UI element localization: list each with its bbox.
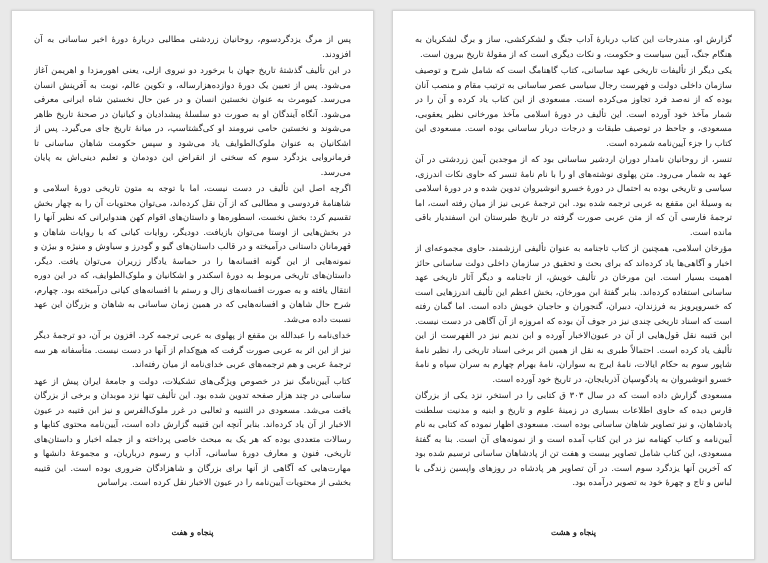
page-body-left <box>34 33 351 517</box>
paragraph: مسعودی گزارش داده است که در سال ۳۰۳ ق کتابی را در استخر، نزد یکی از بزرگان فارس دیده که حاوی اطلاعات بسیاری در زمینهٔ علوم و تاریخ و ابنیه و مدنیت سلطنت پادشاهان، و نیز تصاویر شاهان ساسانی بوده است. مسعودی اظهار نموده که کتابی به نام آیین‌نامه و کتاب کهنامه نیز در این کتاب آمده است و از نمونه‌های آن است. بنا به گفتهٔ مسعودی، این کتاب شامل تصاویر بیست و هفت تن از پادشاهان ساسانی ترسیم شده بود که آخرین آنها یزدگرد سوم است. در آن تصاویر هر پادشاه در روزهای واپسین زندگی با لباس و تاج و چهرهٔ خود به تصویر درآمده بود. <box>415 391 732 488</box>
book-page-right <box>392 10 755 560</box>
paragraph: کتاب آیین‌نامگ نیز در خصوص ویژگی‌های تشکیلات، دولت و جامعهٔ ایران پیش از عهد ساسانی در چند هزار صفحه تدوین شده بود. این تألیف تنها نزد موبدان و برخی از بزرگان یافت می‌شد. مسعودی در التنبیه و ثعالبی در غرر ملوک‌الفرس و نیز ابن قتیبه در عیون الاخبار از آن یاد کرده‌اند. بنابر آنچه ابن قتیبه گزارش داده است، آیین‌نامه محتوی کتابها و رسالات متعددی بوده که هر یک به مبحث خاصی پرداخته و از جمله اخبار و داستان‌های تاریخی، فنون و معارف دورهٔ ساسانی، آداب و رسوم درباریان، و مجموعهٔ دانشها و مهارت‌هایی که آگاهی از آنها برای بزرگان و شاهزادگان ضروری بوده است. این قتیبه بخشی از محتویات آیین‌نامه را در عیون الاخبار نقل کرده است. براساس <box>34 376 351 488</box>
paragraph: یکی دیگر از تألیفات تاریخی عهد ساسانی، کتاب گاهنامگ است که شامل شرح و توصیف سازمان داخلی دولت و فهرست رجال سیاسی عصر ساسانی به ترتیب مقام و منصب آنان بوده که از نه‌صد فرد تجاوز می‌کرده است. مسعودی از این کتاب یاد کرده و آن را در شمار مآخذ خود آورده است. این تألیف در دورهٔ اسلامی مآخذ مورخانی نظیر یعقوبی، مسعودی، و جاحظ در توصیف طبقات و درجات دربار ساسانی بوده است. مسعودی این کتاب را جزء آیین‌نامه شمرده است. <box>415 66 732 149</box>
paragraph: تنسر، از روحانیان نامدار دوران اردشیر ساسانی بود که از موجدین آیین زردشتی در آن عهد به شمار می‌رود. متن پهلوی نوشته‌های او را با نام نامهٔ تنسر که حاوی نکات اندرزی، سیاسی و تاریخی بوده به احتمال در دورهٔ خسرو انوشیروان تدوین شده و در دورهٔ اسلامی به وسیلهٔ ابن مقفع به عربی ترجمه شده بود. این ترجمهٔ عربی نیز از میان رفته است، اما ترجمهٔ فارسی آن که از متن عربی صورت گرفته در تاریخ طبرستان ابن اسفندیار باقی مانده است. <box>415 155 732 238</box>
page-number-left: پنجاه و هفت <box>171 527 214 537</box>
page-number-right: پنجاه و هشت <box>550 527 597 537</box>
page-body-right <box>415 33 732 517</box>
paragraph: در این تألیف گذشتهٔ تاریخ جهان با برخورد دو نیروی ازلی، یعنی اهورمزدا و اهریمن آغاز می‌شود. پس از تعیین یک دورهٔ دوازده‌هزارساله، و تکوین عالم، نوبت به آفرینش انسان می‌رسد. کیومرث به عنوان نخستین انسان و در عین حال نخستین شاه ایرانی معرفی می‌شود. آنگاه آیندگان او به صورت دو سلسلهٔ پیشدادیان و کیانیان در صحنهٔ تاریخ ظاهر می‌شوند و نخستین حامی نیرومند او کی‌گشتاسپ، در میانهٔ تاریخ جای می‌گیرد. پس از اشکانیان به عنوان ملوک‌الطوایف یاد می‌شود و سپس حکومت شاهان ساسانی تا فرمانروایی یزدگرد سوم که سخنی از انقراض این دودمان و تعلیم دینی‌اش به پایان می‌رسد. <box>34 66 351 178</box>
paragraph: گزارش او، مندرجات این کتاب دربارهٔ آداب جنگ و لشکرکشی، ساز و برگ لشکریان به هنگام جنگ، آیین سیاست و حکومت، و نکات دیگری است که از مقولهٔ تاریخ بیرون است. <box>415 35 732 60</box>
paragraph: خدای‌نامه را عبدالله بن مقفع از پهلوی به عربی ترجمه کرد. افزون بر آن، دو ترجمهٔ دیگر نیز از این اثر به عربی صورت گرفت که هیچ‌کدام از آنها در دست نیست. متأسفانه هر سه ترجمهٔ عربی و هم ترجمه‌های عربی خدای‌نامه از میان رفته‌اند. <box>34 331 351 370</box>
paragraph: اگرچه اصل این تألیف در دست نیست، اما با توجه به متون تاریخی دورهٔ اسلامی و شاهنامهٔ فردوسی و مطالبی که از آن نقل کرده‌اند، می‌توان محتویات آن را به چهار بخش تقسیم کرد: بخش نخست، اسطوره‌ها و داستان‌های اقوام کهن هندوایرانی که نظیر آنها را در بخش‌هایی از اوستا می‌توان بازیافت. دودیگر، روایات کیانی که با روایات شاهان و قهرمانان داستانی درآمیخته و در قالب داستان‌های گیو و گودرز و سیاوش و منیژه و بیژن و نمونه‌هایی از این گونه افسانه‌ها را در حماسهٔ یادگار زریران می‌توان یافت. دیگر، داستان‌های تاریخی مربوط به دورهٔ اسکندر و اشکانیان و ملوک‌الطوایف، که در این دوره انتقال یافته و به صورت افسانه‌های زال و رستم با افسانه‌های کیانی درآمیخته بود. چهارم، شرح حال شاهان و افسانه‌هایی که در همین زمان ساسانی به شاهان و بزرگان این عهد نسبت داده می‌شد. <box>34 184 351 325</box>
paragraph: مؤرخان اسلامی، همچنین از کتاب تاجنامه به عنوان تألیفی ارزشمند، حاوی مجموعه‌ای از اخبار و آگاهی‌ها یاد کرده‌اند که برای بحث و تحقیق در سازمان داخلی دولت ساسانی حائز اهمیت بسیار است. این مورخان در تألیف خویش، از تاجنامه و دیگر آثار تاریخی عهد ساسانی استفاده کرده‌اند. بنابر گفتهٔ ابن مورخان، بخش اعظم این تألیف اندرزهایی است که خسروپرویز به فرزندان، دبیران، گنجوران و حاجبان خویش داده است. اما گمان رفته است که اسناد تاریخی چندی نیز در جوف آن بوده که امروزه از آن آگاهی در دست نیست. ابن قتیبه نقل قول‌هایی از آن در عیون‌الاخبار آورده و ابن ندیم نیز در الفهرست از این تألیف یاد کرده است. احتمالاً طبری به نقل از همین اثر برخی اسناد تاریخی را، نظیر نامهٔ شاپور سوم به حکام ایالات، نامهٔ ایرج به سواران، نامهٔ بهرام چهارم به سران سپاه و نامهٔ خسرو انوشیروان به پادگوسپان آذربایجان، در تاریخ خود آورده است. <box>415 244 732 385</box>
book-page-left <box>11 10 374 560</box>
paragraph: پس از مرگ یزدگردسوم، روحانیان زردشتی مطالبی دربارهٔ دورهٔ اخیر ساسانی به آن افزودند. <box>34 35 351 60</box>
